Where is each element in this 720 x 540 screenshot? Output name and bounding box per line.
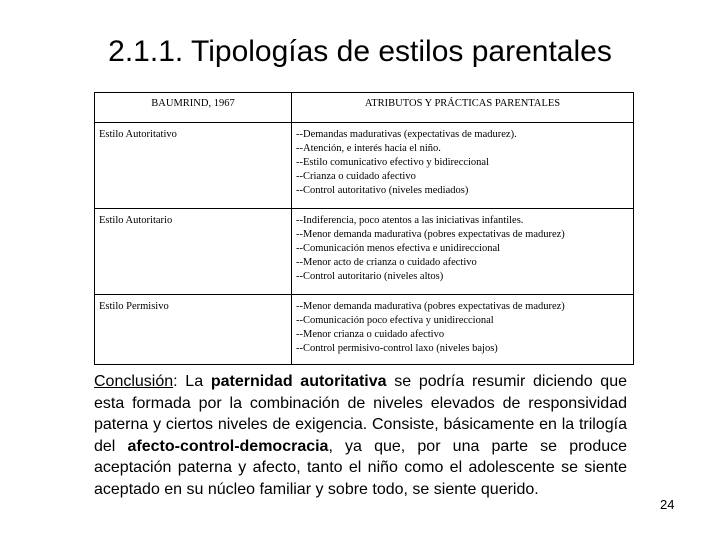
attribute-item: --Control permisivo-control laxo (niveles bajos): [296, 343, 498, 354]
conclusion-emphasis: afecto-control-democracia: [127, 437, 329, 455]
page-number: 24: [660, 497, 675, 512]
column-header-author: BAUMRIND, 1967: [95, 93, 292, 123]
table-row: [95, 123, 634, 209]
attribute-item: --Control autoritario (niveles altos): [296, 271, 444, 282]
style-attributes: [292, 209, 634, 295]
attribute-item: --Estilo comunicativo efectivo y bidireccional: [296, 157, 490, 168]
table-header-row: [95, 93, 634, 123]
attribute-item: --Crianza o cuidado afectivo: [296, 171, 416, 182]
attribute-item: --Menor acto de crianza o cuidado afectivo: [296, 257, 477, 268]
column-header-attributes: ATRIBUTOS Y PRÁCTICAS PARENTALES: [292, 93, 634, 123]
conclusion-text: : La: [173, 373, 211, 390]
conclusion-emphasis: paternidad autoritativa: [210, 373, 387, 390]
attribute-item: --Control autoritativo (niveles mediados): [296, 185, 469, 196]
style-name: Estilo Autoritario: [95, 209, 292, 295]
conclusion-text: se podría resumir diciendo que esta formada por la combinación de niveles elevados de responsividad paterna y ciertos niveles de exigencia. Consiste, básicamente en la trilogía del: [94, 373, 627, 455]
style-attributes: [292, 123, 634, 209]
table-row: [95, 209, 634, 295]
conclusion-paragraph: [94, 371, 627, 500]
style-name: Estilo Autoritativo: [95, 123, 292, 209]
attribute-item: --Indiferencia, poco atentos a las iniciativas infantiles.: [296, 215, 524, 226]
attribute-item: --Comunicación menos efectiva e unidireccional: [296, 243, 501, 254]
slide-title: 2.1.1. Tipologías de estilos parentales: [108, 35, 612, 68]
style-name: Estilo Permisivo: [95, 295, 292, 365]
attribute-item: --Menor demanda madurativa (pobres expectativas de madurez): [296, 229, 565, 240]
attribute-item: --Menor demanda madurativa (pobres expectativas de madurez): [296, 301, 565, 312]
conclusion-text: , ya que, por una parte se produce aceptación paterna y afecto, tanto el niño como el adolescente se siente aceptado en su núcleo familiar y sobre todo, se siente querido.: [94, 437, 628, 498]
style-attributes: [292, 295, 634, 365]
parenting-styles-table: [94, 92, 634, 365]
attribute-item: --Atención, e interés hacia el niño.: [296, 143, 441, 154]
conclusion-label: Conclusión: [94, 373, 174, 390]
table-row: [95, 295, 634, 365]
attribute-item: --Menor crianza o cuidado afectivo: [296, 329, 445, 340]
attribute-item: --Demandas madurativas (expectativas de madurez).: [296, 129, 517, 140]
attribute-item: --Comunicación poco efectiva y unidireccional: [296, 315, 494, 326]
